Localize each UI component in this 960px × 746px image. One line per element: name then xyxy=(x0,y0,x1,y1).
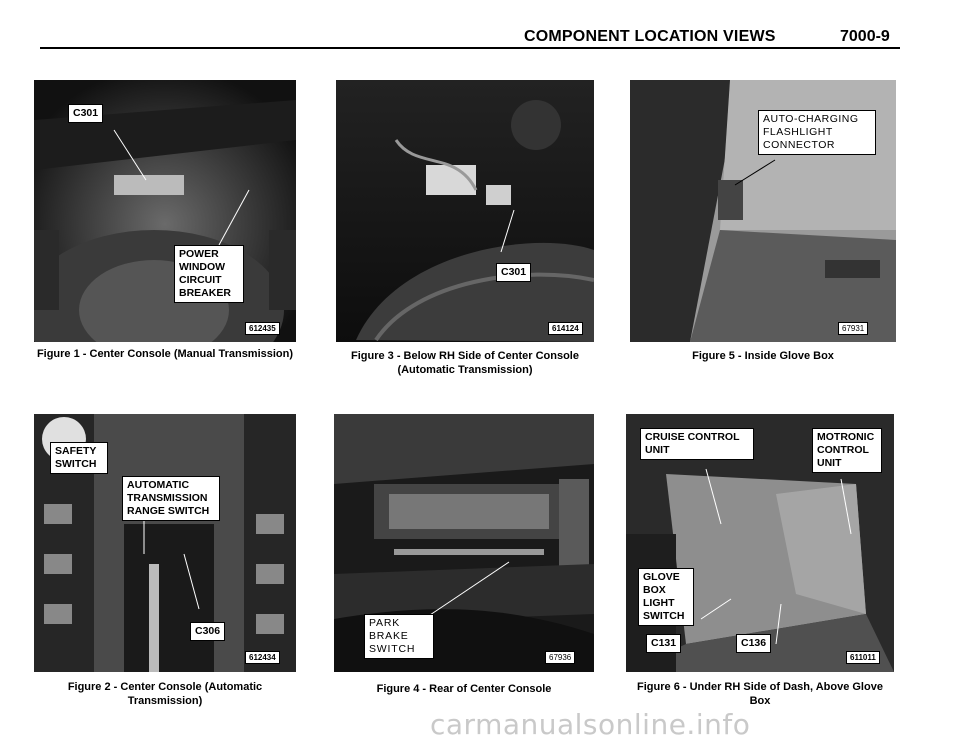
figure-2-number: 612434 xyxy=(245,651,280,664)
figure-5-number: 67931 xyxy=(838,322,868,335)
figure-3-number: 614124 xyxy=(548,322,583,335)
figure-2-caption-line1: Figure 2 - Center Console (Automatic xyxy=(67,681,263,693)
figure-6-label-glove-box-light-switch: GLOVE BOX LIGHT SWITCH xyxy=(638,568,694,626)
figure-4-caption: Figure 4 - Rear of Center Console xyxy=(376,683,552,695)
figure-1-caption: Figure 1 - Center Console (Manual Transmission) xyxy=(36,348,294,360)
figure-6-label-cruise-control-unit: CRUISE CONTROL UNIT xyxy=(640,428,754,460)
page-number: 7000-9 xyxy=(840,28,890,45)
figure-2-caption-line2: Transmission) xyxy=(127,695,203,707)
figure-3-caption-line2: (Automatic Transmission) xyxy=(397,364,533,376)
figure-2-label-safety-switch: SAFETY SWITCH xyxy=(50,442,108,474)
header-rule xyxy=(40,47,900,49)
figure-6-number: 611011 xyxy=(846,651,880,664)
figure-3-label-c301: C301 xyxy=(496,263,531,282)
figure-1-label-circuit-breaker: POWER WINDOW CIRCUIT BREAKER xyxy=(174,245,244,303)
figure-2-label-c306: C306 xyxy=(190,622,225,641)
figure-6-label-c131: C131 xyxy=(646,634,681,653)
figure-3-photo xyxy=(336,80,594,342)
figure-6-label-c136: C136 xyxy=(736,634,771,653)
figure-6-caption-line2: Box xyxy=(749,695,771,707)
site-watermark: carmanualsonline.info xyxy=(430,708,751,741)
figure-4-number: 67936 xyxy=(545,651,575,664)
figure-3-caption-line1: Figure 3 - Below RH Side of Center Console xyxy=(351,350,579,362)
figure-1-label-c301: C301 xyxy=(68,104,103,123)
figure-5-caption: Figure 5 - Inside Glove Box xyxy=(692,350,834,362)
figure-2-label-range-switch: AUTOMATIC TRANSMISSION RANGE SWITCH xyxy=(122,476,220,521)
figure-1-number: 612435 xyxy=(245,322,280,335)
figure-6-label-motronic-control-unit: MOTRONIC CONTROL UNIT xyxy=(812,428,882,473)
page-header-title: COMPONENT LOCATION VIEWS xyxy=(524,28,776,45)
figure-5-label-flashlight-connector: AUTO-CHARGING FLASHLIGHT CONNECTOR xyxy=(758,110,876,155)
figure-4-label-park-brake-switch: PARK BRAKE SWITCH xyxy=(364,614,434,659)
figure-6-caption-line1: Figure 6 - Under RH Side of Dash, Above Glove xyxy=(637,681,883,693)
